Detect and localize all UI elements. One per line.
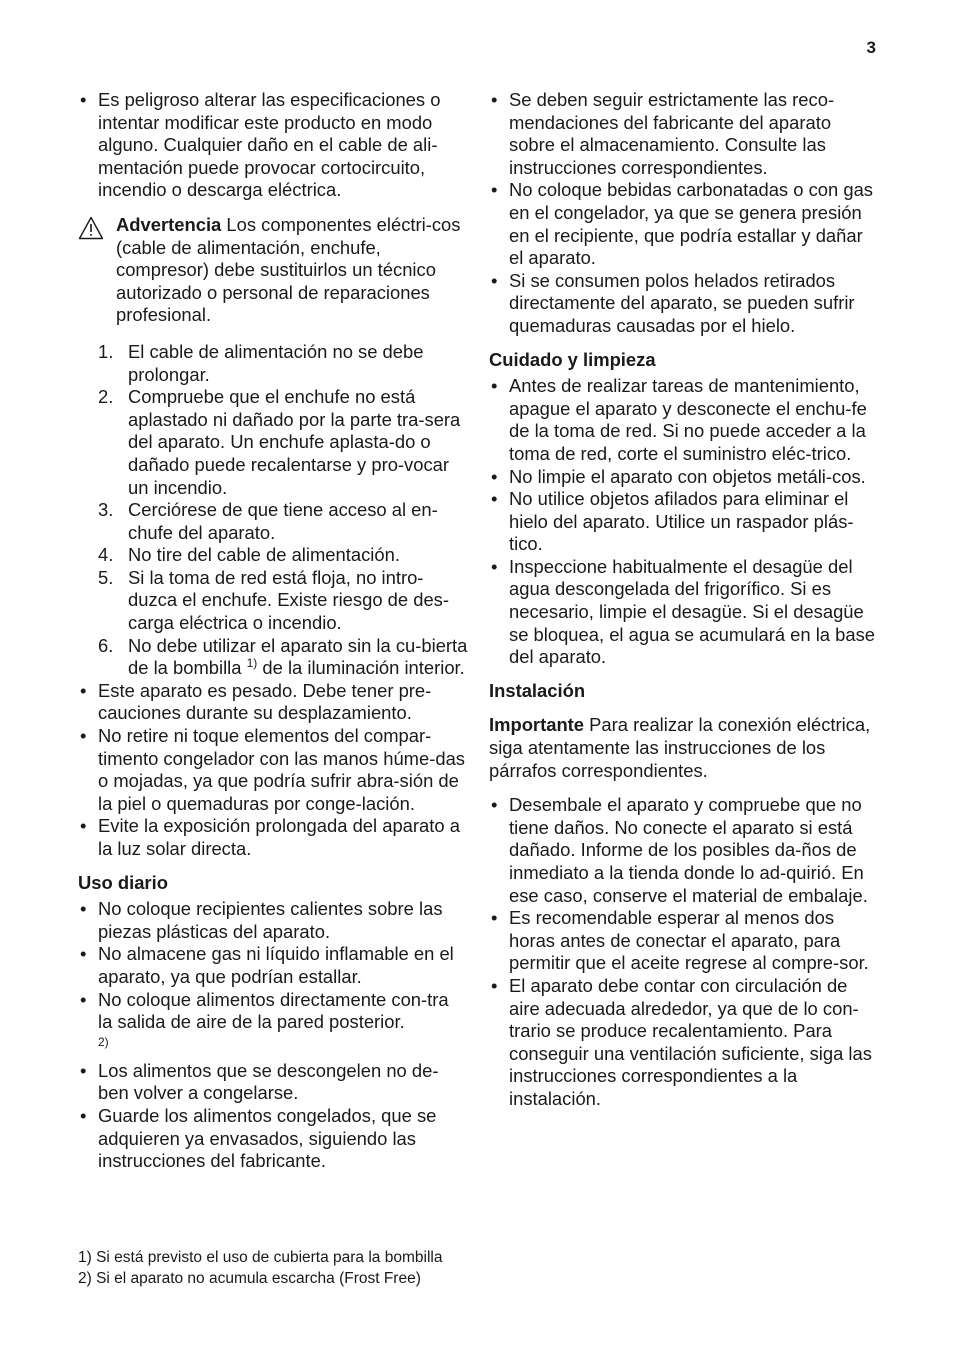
step-number: 2. — [98, 386, 114, 408]
footnote-2: 2) Si el aparato no acumula escarcha (Frost Free) — [78, 1270, 421, 1287]
item-text: No coloque alimentos directamente con-tra la salida de aire de la pared posterior. — [98, 988, 449, 1033]
important-text: Para realizar la conexión eléctrica, siga atentamente las instrucciones de los párrafos correspondientes. — [489, 714, 871, 781]
list-item: • Es recomendable esperar al menos dos horas antes de conectar el aparato, para permitir que el aceite regrese al compre-sor. — [489, 907, 881, 975]
list-item — [78, 544, 468, 567]
left-column — [78, 89, 468, 1173]
step-text: No tire del cable de alimentación. — [128, 544, 400, 566]
list-item: • Desembale el aparato y compruebe que no tiene daños. No conecte el aparato si está dañado. Informe de los posibles da-ños de inmediato a la tienda donde lo ad-quirió. En ese caso, conserve el material de embalaje. — [489, 794, 881, 907]
list-item — [78, 567, 468, 635]
section-heading-cuidado: Cuidado y limpieza — [489, 348, 656, 370]
list-item: • No almacene gas ni líquido inflamable en el aparato, ya que podrían estallar. — [78, 943, 468, 988]
step-number: 5. — [98, 566, 114, 588]
step-text: Si la toma de red está floja, no intro-duzca el enchufe. Existe riesgo de des-carga eléctrica o incendio. — [128, 566, 450, 634]
list-item: • Antes de realizar tareas de mantenimiento, apague el aparato y desconecte el enchu-fe de la toma de red. Si no puede acceder a la toma de red, corte el suministro eléc-trico. — [489, 375, 881, 465]
cuidado-list — [489, 375, 881, 669]
list-item: • Si se consumen polos helados retirados directamente del aparato, se pueden sufrir quemaduras causadas por el hielo. — [489, 270, 881, 338]
list-item — [78, 386, 468, 499]
section-heading-instalacion: Instalación — [489, 679, 586, 701]
list-item: • No utilice objetos afilados para eliminar el hielo del aparato. Utilice un raspador plás-tico. — [489, 488, 881, 556]
footnote-1: 1) Si está previsto el uso de cubierta para la bombilla — [78, 1249, 443, 1266]
important-title: Importante — [489, 714, 585, 736]
footnote-ref: 2) — [98, 1034, 109, 1049]
warning-title: Advertencia — [116, 213, 222, 235]
warning-triangle-icon — [78, 216, 104, 240]
list-item: • El aparato debe contar con circulación de aire adecuada alrededor, ya que de lo con-trario se produce recalentamiento. Para conseguir una ventilación suficiente, siga las instrucciones correspondientes a la instalación. — [489, 975, 881, 1111]
safety-list-bottom — [78, 680, 468, 861]
step-text: No debe utilizar el aparato sin la cu-bierta de la bombilla — [128, 634, 468, 679]
instalacion-list — [489, 794, 881, 1110]
list-item: • Guarde los alimentos congelados, que se adquieren ya envasados, siguiendo las instrucciones del fabricante. — [78, 1105, 468, 1173]
step-number: 4. — [98, 544, 114, 566]
step-text: de la iluminación interior. — [257, 657, 465, 679]
list-item — [78, 635, 468, 680]
safety-list-top — [78, 89, 468, 202]
warning-text: Los componentes eléctri-cos (cable de alimentación, enchufe, compresor) debe sustituirlos un técnico autorizado o personal de reparaciones profesional. — [116, 213, 461, 326]
step-number: 3. — [98, 499, 114, 521]
list-item — [78, 989, 468, 1050]
step-text: Compruebe que el enchufe no está aplastado ni dañado por la parte tra-sera del aparato. Un enchufe aplasta-do o dañado puede recalentarse y pro-vocar un incendio. — [128, 386, 461, 498]
footnote-ref: 1) — [246, 656, 258, 671]
list-item: • Los alimentos que se descongelen no de-ben volver a congelarse. — [78, 1060, 468, 1105]
list-item: • No coloque recipientes calientes sobre las piezas plásticas del aparato. — [78, 898, 468, 943]
important-note — [489, 714, 881, 782]
step-text: El cable de alimentación no se debe prolongar. — [128, 340, 424, 385]
step-text: Cerciórese de que tiene acceso al en-chufe del aparato. — [128, 499, 438, 543]
list-item: • Evite la exposición prolongada del aparato a la luz solar directa. — [78, 815, 468, 860]
list-item — [78, 499, 468, 544]
page-number: 3 — [866, 38, 876, 57]
list-item: • Es peligroso alterar las especificaciones o intentar modificar este producto en modo alguno. Cualquier daño en el cable de ali-mentación puede provocar cortocircuito, incendio o descarga eléctrica. — [78, 89, 468, 202]
list-item: • No limpie el aparato con objetos metáli-cos. — [489, 466, 881, 489]
section-heading-uso-diario: Uso diario — [78, 871, 168, 893]
warning-note — [78, 214, 468, 327]
list-item: • Este aparato es pesado. Debe tener pre-cauciones durante su desplazamiento. — [78, 680, 468, 725]
power-cable-steps — [78, 341, 468, 680]
footnotes — [78, 1247, 442, 1289]
step-number: 1. — [98, 340, 114, 362]
list-item — [78, 341, 468, 386]
list-item: • Inspeccione habitualmente el desagüe del agua descongelada del frigorífico. Si es necesario, limpie el desagüe. Si el desagüe se bloquea, el agua se acumulará en la base del aparato. — [489, 556, 881, 669]
step-number: 6. — [98, 634, 114, 656]
list-item: • No retire ni toque elementos del compar-timento congelador con las manos húme-das o mojadas, ya que podría sufrir abra-sión de la piel o quemaduras por conge-lación. — [78, 725, 468, 815]
uso-diario-list — [78, 898, 468, 1173]
list-item: • No coloque bebidas carbonatadas o con gas en el congelador, ya que se genera presión en el recipiente, que podría estallar y dañar el aparato. — [489, 179, 881, 269]
storage-list — [489, 89, 881, 338]
right-column — [489, 89, 881, 1111]
list-item: • Se deben seguir estrictamente las reco-mendaciones del fabricante del aparato sobre el almacenamiento. Consulte las instrucciones correspondientes. — [489, 89, 881, 179]
